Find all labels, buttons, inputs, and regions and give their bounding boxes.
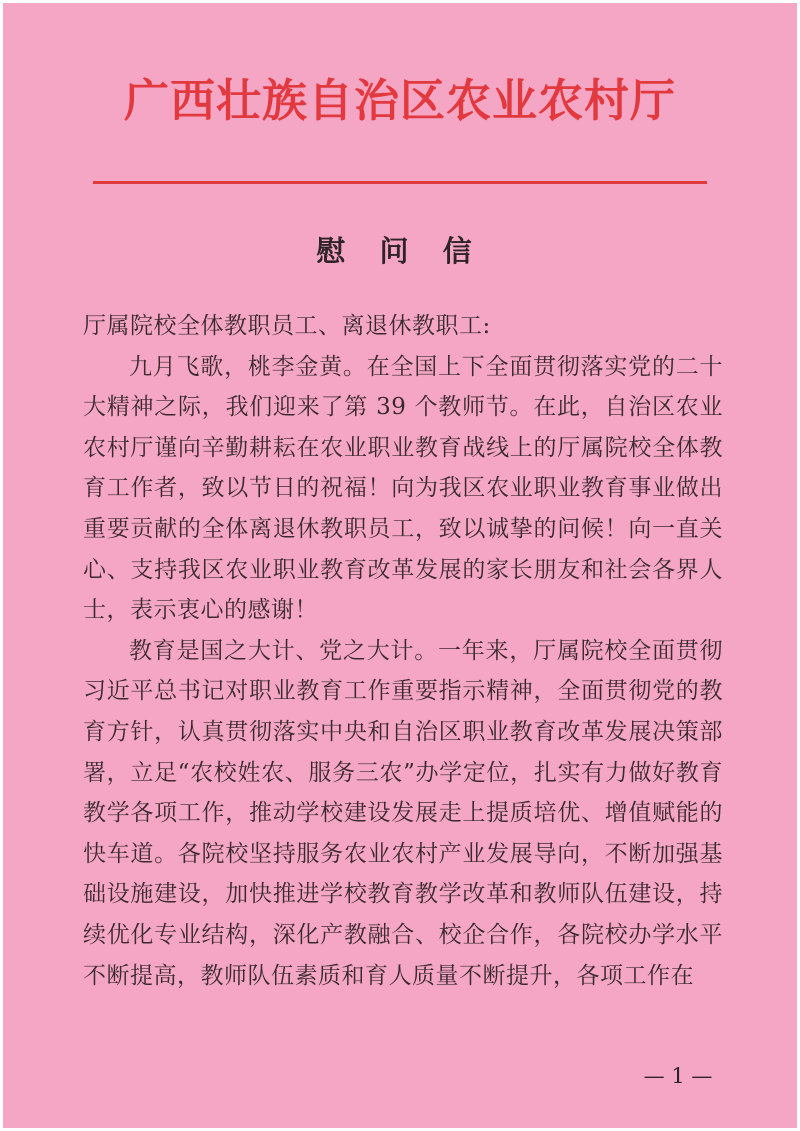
letterhead-divider [93,181,707,184]
page-number: — 1 — [643,1064,713,1088]
salutation: 厅属院校全体教职员工、离退休教职工: [83,313,491,339]
document-title: 慰 问 信 [316,234,484,268]
paragraph-2: 教育是国之大计、党之大计。一年来，厅属院校全面贯彻习近平总书记对职业教育工作重要指示精神，全面贯彻党的教育方针，认真贯彻落实中央和自治区职业教育改革发展决策部署，立足“农校姓农、服务三农”办学定位，扎实有力做好教育教学各项工作，推动学校建设发展走上提质培优、增值赋能的快车道。各院校坚持服务农业农村产业发展导向，不断加强基础设施建设，加快推进学校教育教学改革和教师队伍建设，持续优化专业结构，深化产教融合、校企合作，各院校办学水平不断提高，教师队伍素质和育人质量不断提升，各项工作在 [83,637,723,989]
letter-body [83,306,723,996]
letterhead-organization: 广西壮族自治区农业农村厅 [123,74,676,127]
document-page [3,3,797,1128]
paragraph-1: 九月飞歌，桃李金黄。在全国上下全面贯彻落实党的二十大精神之际，我们迎来了第 39 个教师节。在此，自治区农业农村厅谨向辛勤耕耘在农业职业教育战线上的厅属院校全体教育工作者，致以节日的祝福！向为我区农业职业教育事业做出重要贡献的全体离退休教职员工，致以诚挚的问候！向一直关心、支持我区农业职业教育改革发展的家长朋友和社会各界人士，表示衷心的感谢！ [83,353,723,624]
